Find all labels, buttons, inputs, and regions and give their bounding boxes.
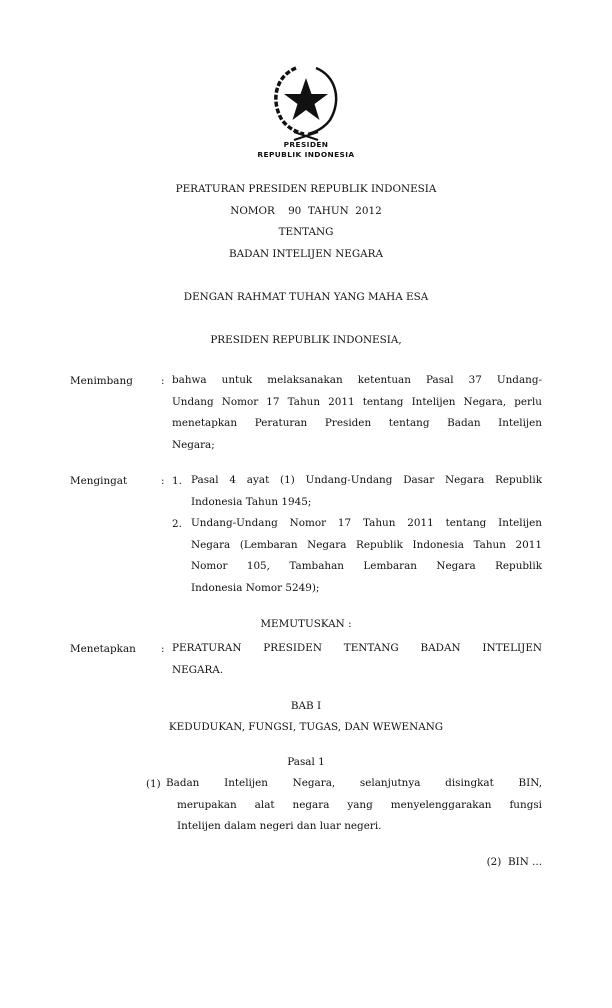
seal-caption-2: REPUBLIK INDONESIA [257,150,355,159]
president-line: PRESIDEN REPUBLIK INDONESIA, [210,334,402,346]
regulation-subject: BADAN INTELIJEN NEGARA [228,248,384,260]
text-line: Indonesia Tahun 1945; [191,495,312,508]
text-line: Undang-Undang Nomor 17 Tahun 2011 tentang Intelijen [191,517,542,529]
mengingat-colon: : [161,475,165,487]
text-line: merupakan alat negara yang menyelenggarakan fungsi [177,798,542,811]
text-line: NEGARA. [172,663,224,676]
text-line: Undang Nomor 17 Tahun 2011 tentang Intelijen Negara, perlu [172,395,542,408]
mengingat-label: Mengingat [70,475,128,487]
text-line: Badan Intelijen Negara, selanjutnya disingkat BIN, [166,777,542,789]
text-line: menetapkan Peraturan Presiden tentang Badan Intelijen [172,417,542,430]
text-line: Pasal 4 ayat (1) Undang-Undang Dasar Negara Republik [191,474,542,486]
text-line: Negara (Lembaran Negara Republik Indonesia Tahun 2011 [191,538,542,551]
menetapkan-label: Menetapkan [70,643,136,655]
mengingat-item-2 [191,513,542,599]
rahmat-line: DENGAN RAHMAT TUHAN YANG MAHA ESA [183,291,429,303]
text-line: Nomor 105, Tambahan Lembaran Negara Republik [191,560,542,573]
text-line: PERATURAN PRESIDEN TENTANG BADAN INTELIJEN [172,642,542,654]
bab-title: BAB I [290,700,322,712]
list-number: 2. [172,518,182,530]
seal-caption-1: PRESIDEN [283,140,329,149]
menimbang-text [172,370,542,456]
menetapkan-colon: : [161,643,165,655]
pasal-title: Pasal 1 [287,756,325,768]
menetapkan-text [172,638,542,681]
page-continuation: (2) BIN ... [486,856,542,868]
regulation-number: NOMOR 90 TAHUN 2012 [230,205,382,217]
memutuskan-heading: MEMUTUSKAN : [260,618,352,630]
text-line: bahwa untuk melaksanakan ketentuan Pasal 37 Undang- [172,374,542,386]
pasal-1-ayat-1 [166,773,542,838]
bab-subtitle: KEDUDUKAN, FUNGSI, TUGAS, DAN WEWENANG [168,721,444,733]
mengingat-item-1 [191,470,542,513]
ayat-number: (1) [146,778,161,790]
text-line: Intelijen dalam negeri dan luar negeri. [177,820,382,833]
list-number: 1. [172,475,182,487]
text-line: Indonesia Nomor 5249); [191,581,320,594]
menimbang-colon: : [161,375,165,387]
regulation-title: PERATURAN PRESIDEN REPUBLIK INDONESIA [175,183,437,195]
text-line: Negara; [172,438,215,451]
menimbang-label: Menimbang [70,375,133,387]
regulation-tentang: TENTANG [278,226,334,238]
